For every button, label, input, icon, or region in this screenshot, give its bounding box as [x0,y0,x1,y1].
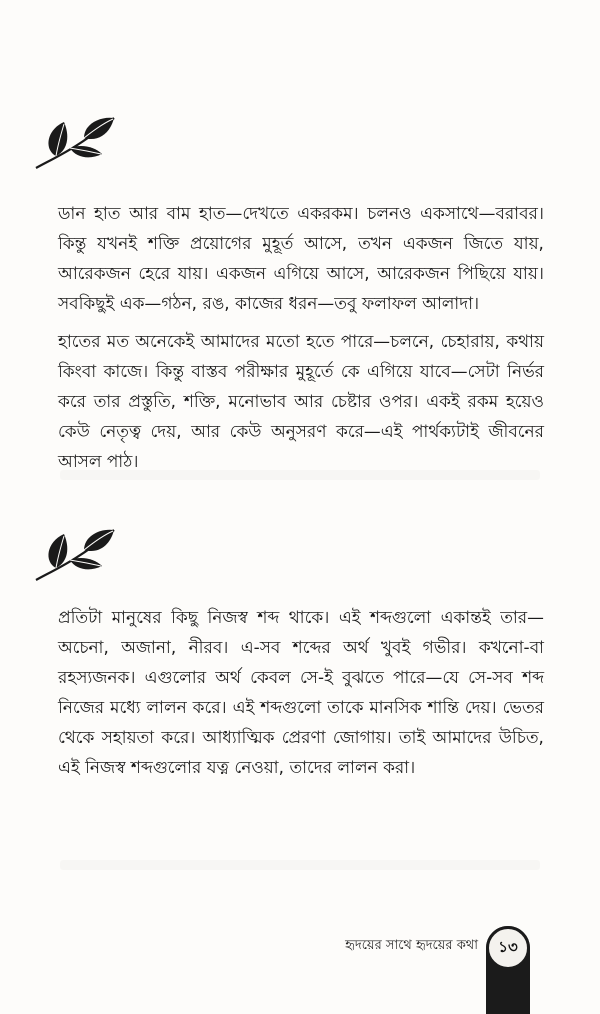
page-number: ১৩ [486,926,530,970]
running-footer-title: হৃদয়ের সাথে হৃদয়ের কথা [345,938,478,953]
bleed-through-shadow [60,860,540,870]
page-number-tab [486,926,530,1014]
paragraph: হাতের মত অনেকেই আমাদের মতো হতে পারে—চলনে, চেহারায়, কথায় কিংবা কাজে। কিন্তু বাস্তব পরীক্ষার মুহূর্তে কে এগিয়ে যাবে—সেটা নির্ভর করে তার প্রস্তুতি, শক্তি, মনোভাব আর চেষ্টার ওপর। একই রকম হয়েও কেউ নেতৃত্ব দেয়, আর কেউ অনুসরণ করে—এই পার্থক্যটাই জীবনের আসল পাঠ। [58,331,544,471]
leaf-branch-icon [34,526,118,582]
text-section-words [58,602,544,790]
text-section-hands [58,198,544,484]
paragraph: প্রতিটা মানুষের কিছু নিজস্ব শব্দ থাকে। এই শব্দগুলো একান্তই তার—অচেনা, অজানা, নীরব। এ-সব শব্দের অর্থ খুবই গভীর। কখনো-বা রহস্যজনক। এগুলোর অর্থ কেবল সে-ই বুঝতে পারে—যে সে-সব শব্দ নিজের মধ্যে লালন করে। এই শব্দগুলো তাকে মানসিক শান্তি দেয়। ভেতর থেকে সহায়তা করে। আধ্যাত্মিক প্রেরণা জোগায়। তাই আমাদের উচিত, এই নিজস্ব শব্দগুলোর যত্ন নেওয়া, তাদের লালন করা। [58,607,544,777]
leaf-branch-icon [34,114,118,170]
paragraph: ডান হাত আর বাম হাত—দেখতে একরকম। চলনও একসাথে—বরাবর। কিন্তু যখনই শক্তি প্রয়োগের মুহূর্ত আসে, তখন একজন জিতে যায়, আরেকজন হেরে যায়। একজন এগিয়ে আসে, আরেকজন পিছিয়ে যায়। সবকিছুই এক—গঠন, রঙ, কাজের ধরন—তবু ফলাফল আলাদা। [58,203,544,313]
